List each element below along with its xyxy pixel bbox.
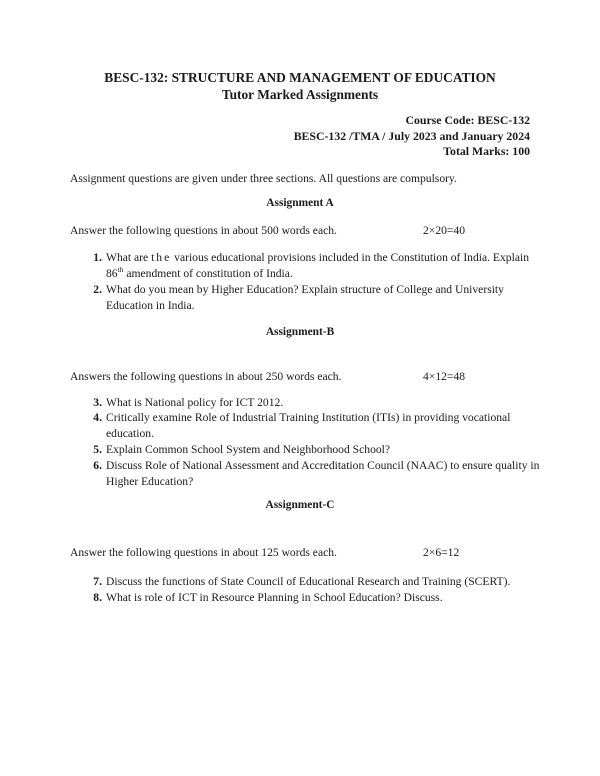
- tma-reference: BESC-132 /TMA / July 2023 and January 2024: [293, 128, 530, 143]
- section-a-marks: 2×20=40: [423, 224, 466, 237]
- course-meta: [294, 113, 530, 160]
- question-number: 6.: [93, 459, 102, 472]
- question-7: [84, 574, 544, 590]
- section-c-instruction: Answer the following questions in about 125 words each.: [70, 546, 337, 559]
- section-c-marks: 2×6=12: [423, 546, 460, 559]
- total-marks: Total Marks: 100: [443, 144, 530, 158]
- section-heading-a: Assignment A: [266, 197, 334, 209]
- section-a-instruction: Answer the following questions in about 500 words each.: [70, 224, 337, 237]
- course-code: Course Code: BESC-132: [405, 113, 530, 127]
- question-6: [84, 458, 544, 489]
- question-text: What do you mean by Higher Education? Explain structure of College and University Education in India.: [106, 283, 504, 312]
- question-3: [84, 395, 544, 411]
- question-number: 4.: [93, 411, 102, 424]
- question-text: What is National policy for ICT 2012.: [106, 396, 284, 409]
- question-number: 3.: [93, 396, 102, 409]
- section-heading-b: Assignment-B: [265, 326, 335, 338]
- question-number: 5.: [93, 443, 102, 456]
- question-text: Discuss Role of National Assessment and Accreditation Council (NAAC) to ensure quality in Higher Education?: [106, 459, 540, 488]
- question-number: 2.: [93, 283, 102, 296]
- question-text: What is role of ICT in Resource Planning in School Education? Discuss.: [106, 591, 443, 604]
- section-b-marks: 4×12=48: [423, 370, 466, 383]
- question-8: [84, 590, 544, 606]
- section-heading-c: Assignment-C: [265, 499, 335, 511]
- question-number: 8.: [93, 591, 102, 604]
- document-title: BESC-132: STRUCTURE AND MANAGEMENT OF EDUCATION: [104, 70, 496, 85]
- question-number: 1.: [93, 251, 102, 264]
- question-1: [84, 250, 544, 281]
- question-text: What are the various educational provisions included in the Constitution of India. Explain 86th amendment of constitution of India.: [106, 251, 529, 280]
- intro-text: Assignment questions are given under three sections. All questions are compulsory.: [70, 172, 457, 185]
- section-b-instruction: Answers the following questions in about 250 words each.: [70, 370, 342, 383]
- question-2: [84, 282, 544, 313]
- question-text: Critically examine Role of Industrial Training Institution (ITIs) in providing vocational education.: [106, 411, 511, 440]
- question-4: [84, 410, 544, 441]
- question-text: Discuss the functions of State Council of Educational Research and Training (SCERT).: [106, 575, 511, 588]
- question-5: [84, 442, 544, 458]
- question-number: 7.: [93, 575, 102, 588]
- document-subtitle: Tutor Marked Assignments: [221, 87, 379, 102]
- question-text: Explain Common School System and Neighborhood School?: [106, 443, 391, 456]
